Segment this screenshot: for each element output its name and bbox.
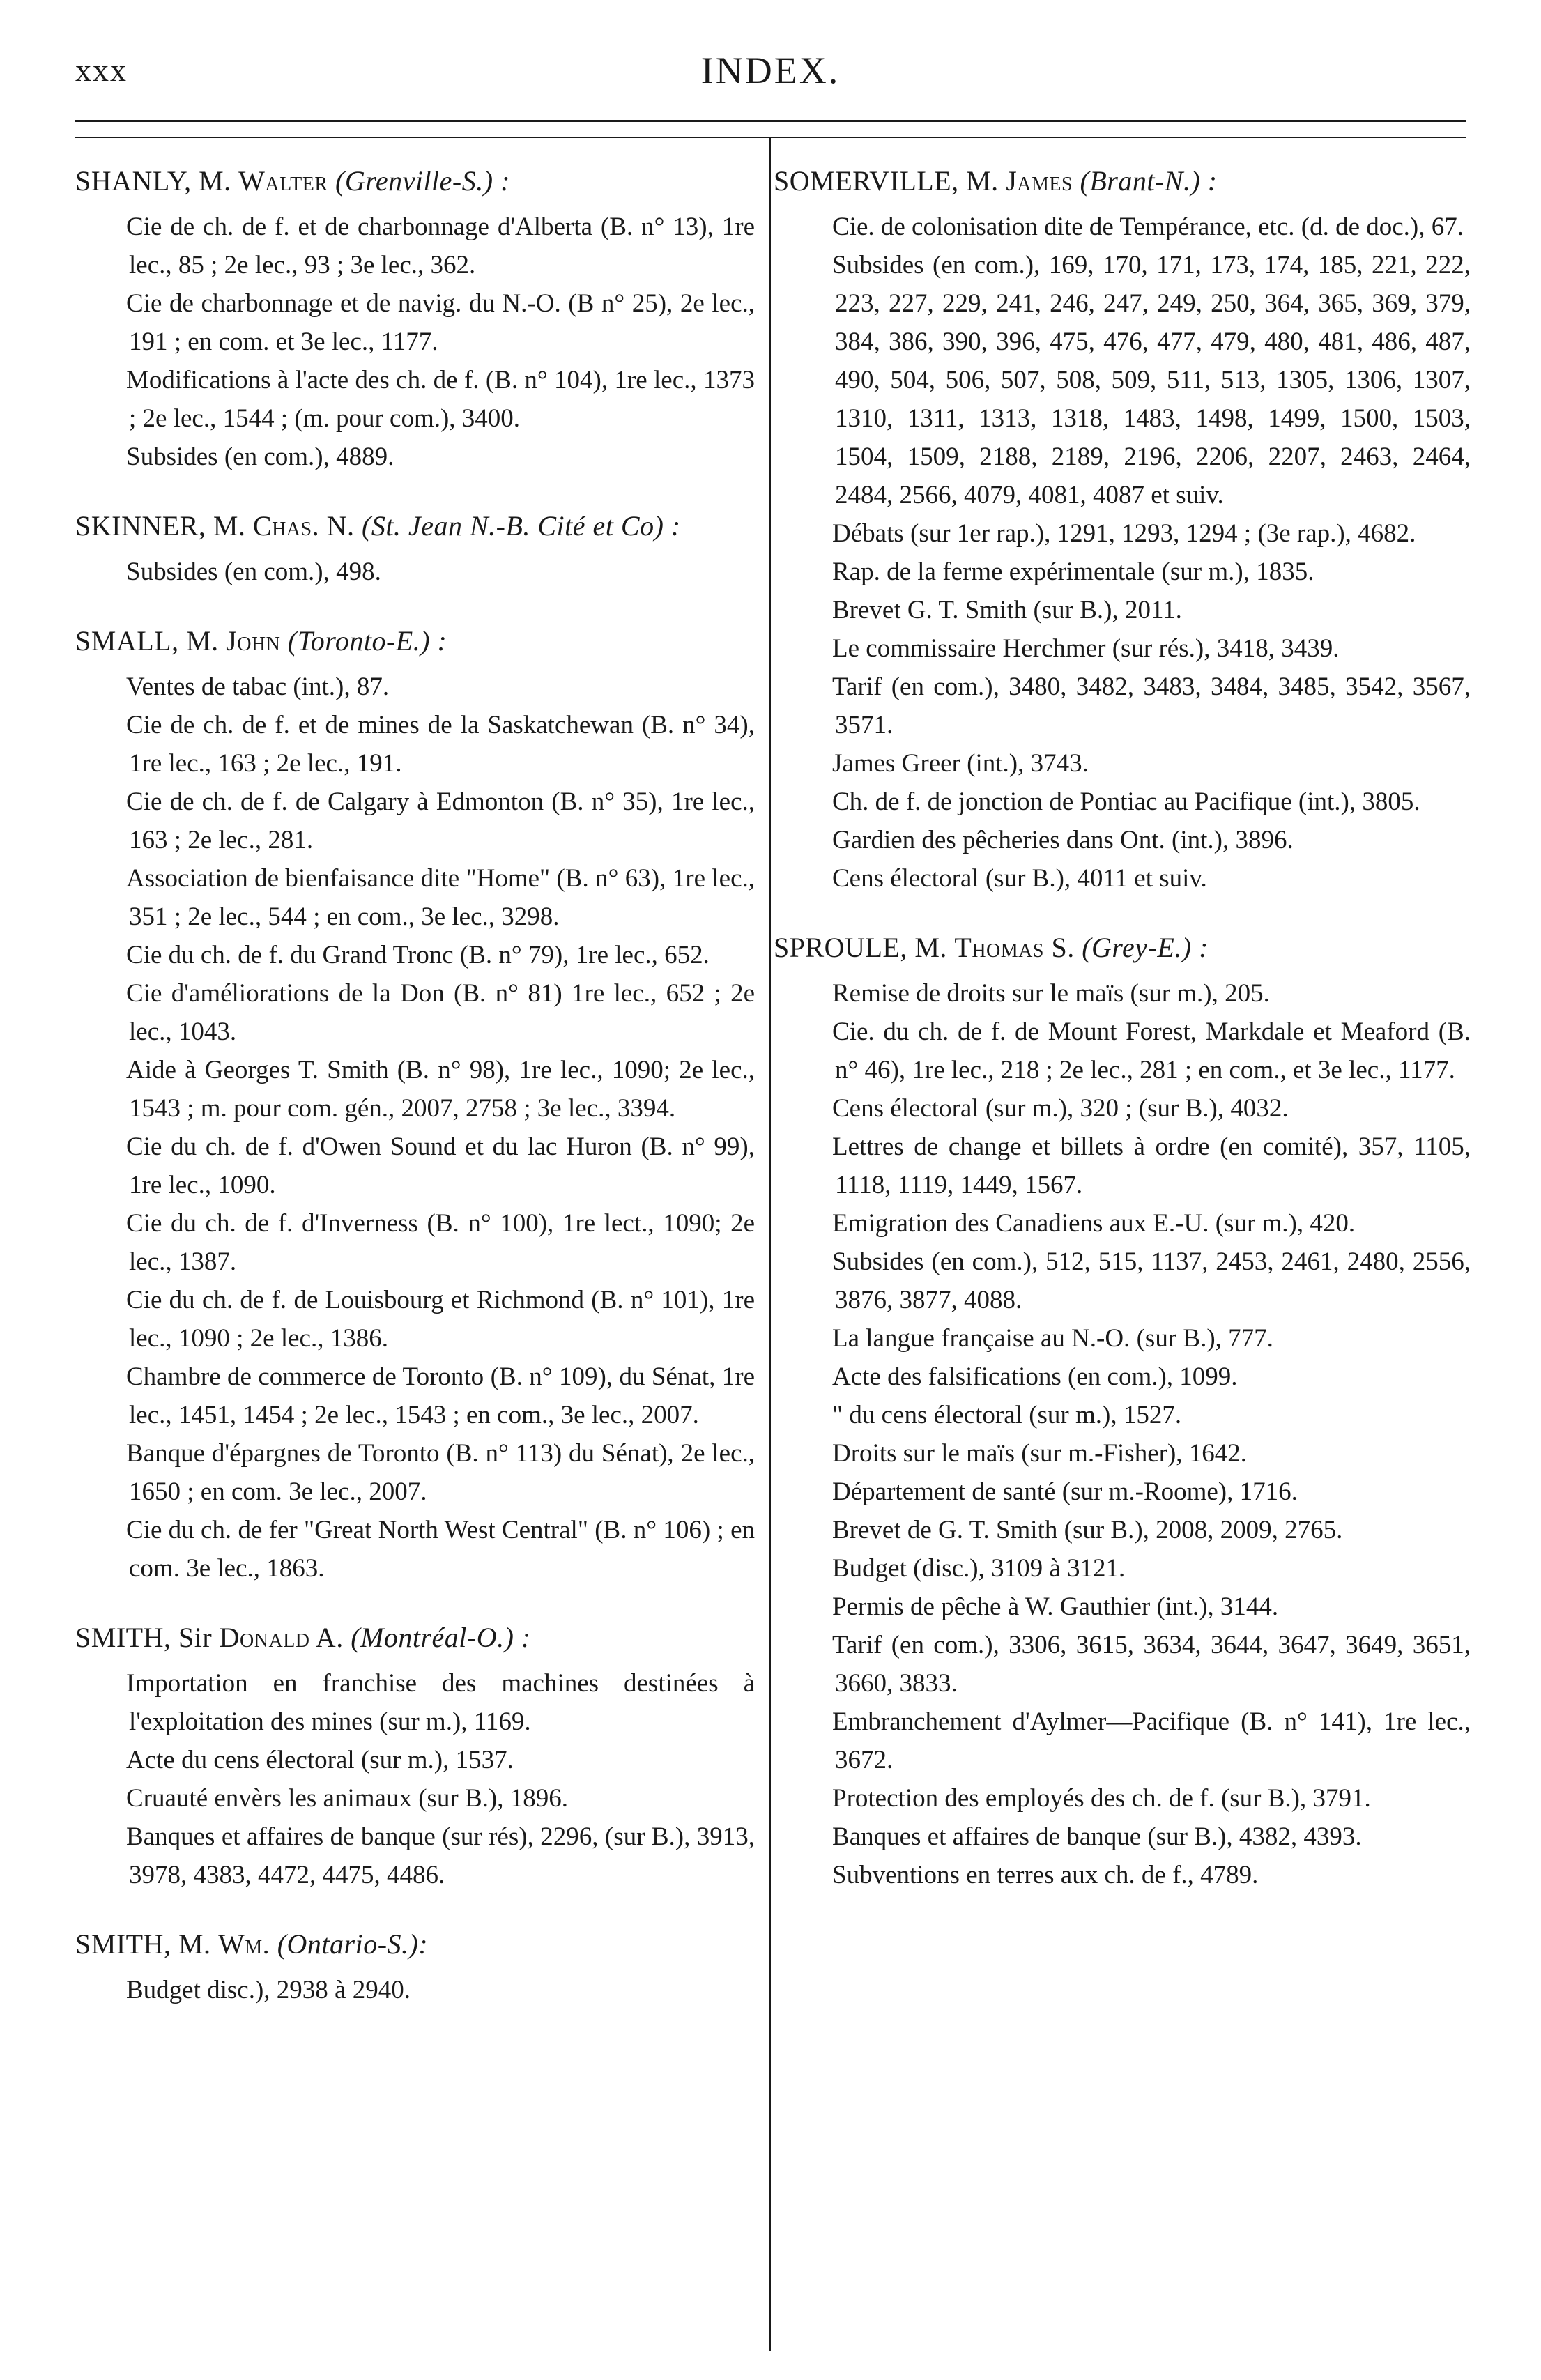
member-first-name: James [1006,165,1073,197]
index-subentry: Emigration des Canadiens aux E.-U. (sur m.), 420. [832,1209,1356,1238]
index-entry [75,162,755,476]
index-subentry: Association de bienfaisance dite "Home" (B. n° 63), 1re lec., 351 ; 2e lec., 544 ; en com., 3e lec., 3298. [126,864,755,931]
member-name: SMITH, Sir [75,1622,213,1653]
index-entry [75,1925,755,2009]
member-first-name: Walter [238,165,328,197]
column-divider [769,138,771,2351]
member-first-name: Wm. [218,1928,270,1960]
index-subentry: Aide à Georges T. Smith (B. n° 98), 1re lec., 1090; 2e lec., 1543 ; m. pour com. gén., 2007, 2758 ; 3e lec., 3394. [126,1056,755,1123]
index-entry [774,162,1471,898]
index-entry [75,507,755,591]
index-subentry: Chambre de commerce de Toronto (B. n° 109), du Sénat, 1re lec., 1451, 1454 ; 2e lec., 1543 ; en com., 3e lec., 2007. [126,1362,755,1429]
page-title: INDEX. [700,49,841,91]
page-header [75,36,1466,92]
index-subentry: Ch. de f. de jonction de Pontiac au Pacifique (int.), 3805. [832,788,1420,816]
index-subentry: Département de santé (sur m.-Roome), 1716. [832,1477,1298,1506]
riding-name: (Montréal-O.) : [351,1622,531,1653]
index-subentry: Embranchement d'Aylmer—Pacifique (B. n° 141), 1re lec., 3672. [832,1707,1471,1774]
index-subentry: Cie. de colonisation dite de Tempérance, etc. (d. de doc.), 67. [832,213,1464,241]
header-rule-top [75,120,1466,122]
riding-name: (Toronto-E.) : [287,625,447,657]
index-subentry: Cens électoral (sur B.), 4011 et suiv. [832,864,1207,893]
index-subentry: Cie de ch. de f. et de mines de la Saskatchewan (B. n° 34), 1re lec., 163 ; 2e lec., 191. [126,711,755,778]
index-subentry: Acte du cens électoral (sur m.), 1537. [126,1746,514,1774]
member-name: SHANLY, M. [75,165,231,197]
entry-heading [75,507,755,546]
index-subentry: Débats (sur 1er rap.), 1291, 1293, 1294 ; (3e rap.), 4682. [832,519,1416,548]
member-first-name: Chas. N. [252,510,355,542]
index-subentry: Brevet de G. T. Smith (sur B.), 2008, 2009, 2765. [832,1516,1343,1544]
member-name: SOMERVILLE, M. [774,165,999,197]
index-subentry: " du cens électoral (sur m.), 1527. [832,1401,1182,1429]
index-subentry: Droits sur le maïs (sur m.-Fisher), 1642. [832,1439,1248,1468]
index-subentry: Cie d'améliorations de la Don (B. n° 81) 1re lec., 652 ; 2e lec., 1043. [126,979,755,1046]
index-subentry: Gardien des pêcheries dans Ont. (int.), 3896. [832,826,1294,854]
index-subentry: Permis de pêche à W. Gauthier (int.), 3144. [832,1592,1279,1621]
index-subentry: Cie du ch. de f. du Grand Tronc (B. n° 79), 1re lec., 652. [126,941,710,969]
entry-heading [75,162,755,201]
index-subentry: Lettres de change et billets à ordre (en comité), 357, 1105, 1118, 1119, 1449, 1567. [832,1133,1471,1199]
index-subentry: Banque d'épargnes de Toronto (B. n° 113) du Sénat), 2e lec., 1650 ; en com. 3e lec., 2007. [126,1439,755,1506]
page-number: xxx [75,52,128,88]
member-first-name: Thomas S. [954,932,1075,963]
index-subentry: Protection des employés des ch. de f. (sur B.), 3791. [832,1784,1371,1813]
index-subentry: Cie. du ch. de f. de Mount Forest, Markdale et Meaford (B. n° 46), 1re lec., 218 ; 2e lec., 281 ; en com., et 3e lec., 1177. [832,1018,1471,1084]
index-subentry: Subsides (en com.), 498. [126,558,381,586]
index-subentry: Acte des falsifications (en com.), 1099. [832,1362,1238,1391]
member-name: SMITH, M. [75,1928,211,1960]
riding-name: (Brant-N.) : [1080,165,1218,197]
index-subentry: Remise de droits sur le maïs (sur m.), 205. [832,979,1270,1008]
entry-heading [774,162,1471,201]
index-subentry: Cie du ch. de f. d'Owen Sound et du lac Huron (B. n° 99), 1re lec., 1090. [126,1133,755,1199]
index-subentry: Rap. de la ferme expérimentale (sur m.), 1835. [832,558,1314,586]
index-subentry: Cens électoral (sur m.), 320 ; (sur B.), 4032. [832,1094,1289,1123]
index-subentry: Cie de charbonnage et de navig. du N.-O. (B n° 25), 2e lec., 191 ; en com. et 3e lec., 1177. [126,289,755,356]
riding-name: (Ontario-S.): [277,1928,429,1960]
index-subentry: Cie de ch. de f. et de charbonnage d'Alberta (B. n° 13), 1re lec., 85 ; 2e lec., 93 ; 3e lec., 362. [126,213,755,279]
member-first-name: John [226,625,281,657]
index-subentry: Modifications à l'acte des ch. de f. (B. n° 104), 1re lec., 1373 ; 2e lec., 1544 ; (m. pour com.), 3400. [126,366,755,433]
index-subentry: Banques et affaires de banque (sur rés), 2296, (sur B.), 3913, 3978, 4383, 4472, 4475, 4486. [126,1822,755,1889]
index-subentry: Tarif (en com.), 3306, 3615, 3634, 3644, 3647, 3649, 3651, 3660, 3833. [832,1631,1471,1698]
index-subentry: Banques et affaires de banque (sur B.), 4382, 4393. [832,1822,1362,1851]
index-subentry: Cie du ch. de fer "Great North West Central" (B. n° 106) ; en com. 3e lec., 1863. [126,1516,755,1583]
entry-heading [774,928,1471,967]
index-subentry: Le commissaire Herchmer (sur rés.), 3418, 3439. [832,634,1340,663]
index-subentry: James Greer (int.), 3743. [832,749,1089,778]
index-subentry: Subsides (en com.), 4889. [126,443,394,471]
index-subentry: Cruauté envèrs les animaux (sur B.), 1896. [126,1784,568,1813]
member-name: SPROULE, M. [774,932,947,963]
index-subentry: Tarif (en com.), 3480, 3482, 3483, 3484, 3485, 3542, 3567, 3571. [832,673,1471,739]
index-subentry: Importation en franchise des machines destinées à l'exploitation des mines (sur m.), 1169. [126,1669,755,1736]
left-column [75,162,755,2040]
index-entry [75,1618,755,1894]
entry-heading [75,622,755,661]
member-name: SMALL, M. [75,625,219,657]
riding-name: (St. Jean N.-B. Cité et Co) : [362,510,681,542]
right-column [774,162,1471,1925]
entry-heading [75,1618,755,1657]
index-subentry: Subventions en terres aux ch. de f., 4789. [832,1861,1259,1889]
index-subentry: Subsides (en com.), 512, 515, 1137, 2453, 2461, 2480, 2556, 3876, 3877, 4088. [832,1247,1471,1314]
member-first-name: Donald A. [219,1622,344,1653]
index-subentry: Budget (disc.), 3109 à 3121. [832,1554,1126,1583]
index-subentry: Cie du ch. de f. d'Inverness (B. n° 100), 1re lect., 1090; 2e lec., 1387. [126,1209,755,1276]
index-subentry: Ventes de tabac (int.), 87. [126,673,390,701]
index-entry [774,928,1471,1894]
index-entry [75,622,755,1588]
index-subentry: La langue française au N.-O. (sur B.), 777. [832,1324,1273,1353]
index-subentry: Cie du ch. de f. de Louisbourg et Richmond (B. n° 101), 1re lec., 1090 ; 2e lec., 1386. [126,1286,755,1353]
index-subentry: Cie de ch. de f. de Calgary à Edmonton (B. n° 35), 1re lec., 163 ; 2e lec., 281. [126,788,755,854]
member-name: SKINNER, M. [75,510,246,542]
index-subentry: Budget disc.), 2938 à 2940. [126,1976,411,2004]
index-subentry: Brevet G. T. Smith (sur B.), 2011. [832,596,1182,624]
index-subentry: Subsides (en com.), 169, 170, 171, 173, 174, 185, 221, 222, 223, 227, 229, 241, 246, 247, 249, 250, 364, 365, 369, 379, 384, 386, 390, 396, 475, 476, 477, 479, 480, 481, 486, 487, 490, 504, 506, 507, 508, 509, 511, 513, 1305, 1306, 1307, 1310, 1311, 1313, 1318, 1483, 1498, 1499, 1500, 1503, 1504, 1509, 2188, 2189, 2196, 2206, 2207, 2463, 2464, 2484, 2566, 4079, 4081, 4087 et suiv. [832,251,1471,509]
entry-heading [75,1925,755,1964]
riding-name: (Grenville-S.) : [335,165,510,197]
riding-name: (Grey-E.) : [1082,932,1209,963]
